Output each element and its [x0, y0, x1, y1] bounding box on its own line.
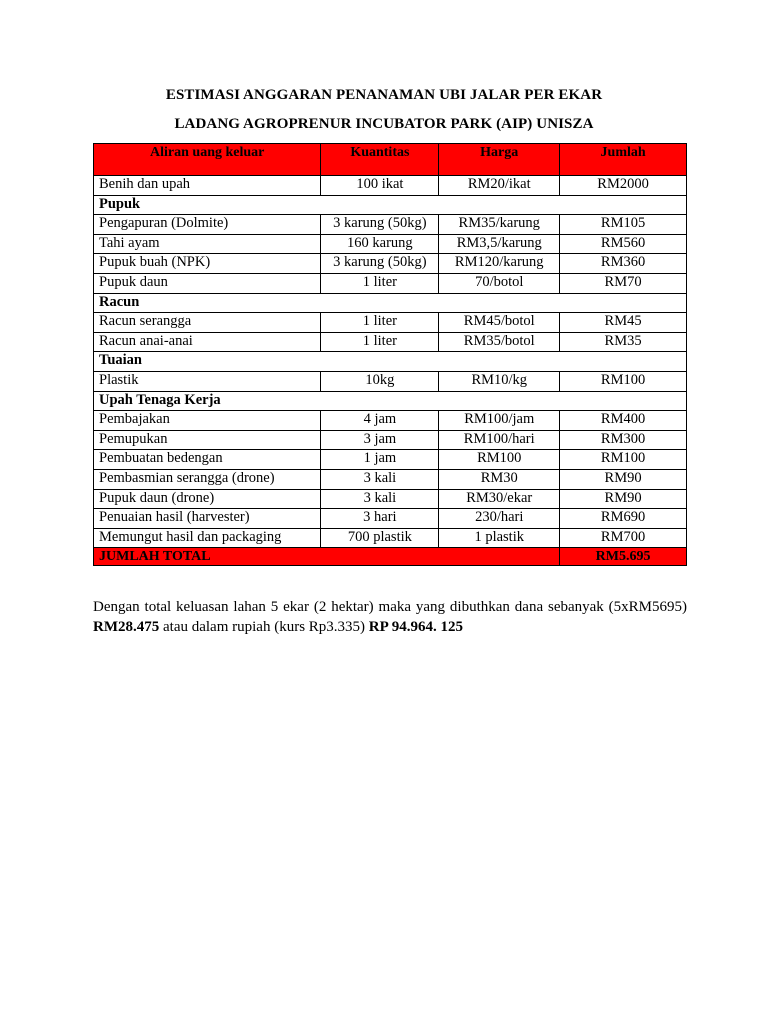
header-aliran: Aliran uang keluar — [94, 144, 321, 176]
item-amount: RM690 — [560, 509, 687, 529]
item-quantity: 10kg — [321, 371, 439, 391]
item-price: RM35/botol — [439, 332, 560, 352]
item-amount: RM100 — [560, 371, 687, 391]
section-row — [94, 293, 687, 313]
item-amount: RM90 — [560, 469, 687, 489]
table-row — [94, 332, 687, 352]
table-row — [94, 313, 687, 333]
table-row — [94, 430, 687, 450]
item-name: Tahi ayam — [94, 234, 321, 254]
item-price: RM100 — [439, 450, 560, 470]
table-row — [94, 176, 687, 196]
section-row — [94, 352, 687, 372]
section-row — [94, 391, 687, 411]
summary-text-2: atau dalam rupiah (kurs Rp3.335) — [159, 619, 369, 635]
item-quantity: 1 liter — [321, 273, 439, 293]
item-amount: RM90 — [560, 489, 687, 509]
item-quantity: 3 kali — [321, 489, 439, 509]
item-name: Memungut hasil dan packaging — [94, 528, 321, 548]
item-quantity: 1 liter — [321, 313, 439, 333]
item-price: 1 plastik — [439, 528, 560, 548]
item-name: Pupuk buah (NPK) — [94, 254, 321, 274]
section-label: Upah Tenaga Kerja — [94, 391, 687, 411]
header-jumlah: Jumlah — [560, 144, 687, 176]
item-amount: RM400 — [560, 411, 687, 431]
budget-table — [93, 143, 687, 566]
table-header-row — [94, 144, 687, 176]
total-row — [94, 548, 687, 566]
section-label: Tuaian — [94, 352, 687, 372]
item-amount: RM560 — [560, 234, 687, 254]
header-harga: Harga — [439, 144, 560, 176]
item-quantity: 100 ikat — [321, 176, 439, 196]
table-row — [94, 215, 687, 235]
section-label: Racun — [94, 293, 687, 313]
item-name: Penuaian hasil (harvester) — [94, 509, 321, 529]
item-name: Pupuk daun (drone) — [94, 489, 321, 509]
item-name: Pemupukan — [94, 430, 321, 450]
summary-total-rm: RM28.475 — [93, 619, 160, 635]
table-row — [94, 489, 687, 509]
item-name: Benih dan upah — [94, 176, 321, 196]
item-price: RM120/karung — [439, 254, 560, 274]
item-amount: RM100 — [560, 450, 687, 470]
item-name: Pembasmian serangga (drone) — [94, 469, 321, 489]
item-quantity: 1 jam — [321, 450, 439, 470]
item-quantity: 3 karung (50kg) — [321, 254, 439, 274]
item-name: Pembuatan bedengan — [94, 450, 321, 470]
item-price: RM20/ikat — [439, 176, 560, 196]
total-value: RM5.695 — [560, 548, 687, 566]
item-name: Pengapuran (Dolmite) — [94, 215, 321, 235]
item-quantity: 160 karung — [321, 234, 439, 254]
item-amount: RM360 — [560, 254, 687, 274]
item-quantity: 3 hari — [321, 509, 439, 529]
table-row — [94, 371, 687, 391]
table-row — [94, 234, 687, 254]
table-row — [94, 254, 687, 274]
summary-total-rupiah: RP 94.964. 125 — [368, 619, 463, 635]
item-name: Plastik — [94, 371, 321, 391]
item-price: RM30 — [439, 469, 560, 489]
item-amount: RM45 — [560, 313, 687, 333]
document-subtitle: LADANG AGROPRENUR INCUBATOR PARK (AIP) UNISZA — [174, 116, 594, 132]
document-title: ESTIMASI ANGGARAN PENANAMAN UBI JALAR PER EKAR — [165, 87, 603, 103]
section-label: Pupuk — [94, 195, 687, 215]
item-quantity: 4 jam — [321, 411, 439, 431]
section-row — [94, 195, 687, 215]
item-quantity: 3 karung (50kg) — [321, 215, 439, 235]
table-row — [94, 411, 687, 431]
table-row — [94, 273, 687, 293]
item-amount: RM300 — [560, 430, 687, 450]
item-price: RM10/kg — [439, 371, 560, 391]
item-price: RM3,5/karung — [439, 234, 560, 254]
item-amount: RM2000 — [560, 176, 687, 196]
item-price: RM30/ekar — [439, 489, 560, 509]
item-quantity: 3 jam — [321, 430, 439, 450]
item-amount: RM105 — [560, 215, 687, 235]
item-name: Racun serangga — [94, 313, 321, 333]
item-price: 70/botol — [439, 273, 560, 293]
table-row — [94, 450, 687, 470]
item-amount: RM70 — [560, 273, 687, 293]
header-kuantitas: Kuantitas — [321, 144, 439, 176]
item-name: Racun anai-anai — [94, 332, 321, 352]
summary-paragraph — [93, 597, 687, 637]
item-quantity: 3 kali — [321, 469, 439, 489]
item-name: Pupuk daun — [94, 273, 321, 293]
item-quantity: 700 plastik — [321, 528, 439, 548]
item-price: 230/hari — [439, 509, 560, 529]
item-quantity: 1 liter — [321, 332, 439, 352]
item-price: RM45/botol — [439, 313, 560, 333]
table-row — [94, 528, 687, 548]
item-name: Pembajakan — [94, 411, 321, 431]
item-price: RM100/jam — [439, 411, 560, 431]
table-row — [94, 509, 687, 529]
table-row — [94, 469, 687, 489]
item-price: RM35/karung — [439, 215, 560, 235]
total-label: JUMLAH TOTAL — [94, 548, 560, 566]
item-price: RM100/hari — [439, 430, 560, 450]
item-amount: RM700 — [560, 528, 687, 548]
item-amount: RM35 — [560, 332, 687, 352]
summary-text-1: Dengan total keluasan lahan 5 ekar (2 hektar) maka yang dibuthkan dana sebanyak (5xRM5695) — [93, 599, 687, 615]
